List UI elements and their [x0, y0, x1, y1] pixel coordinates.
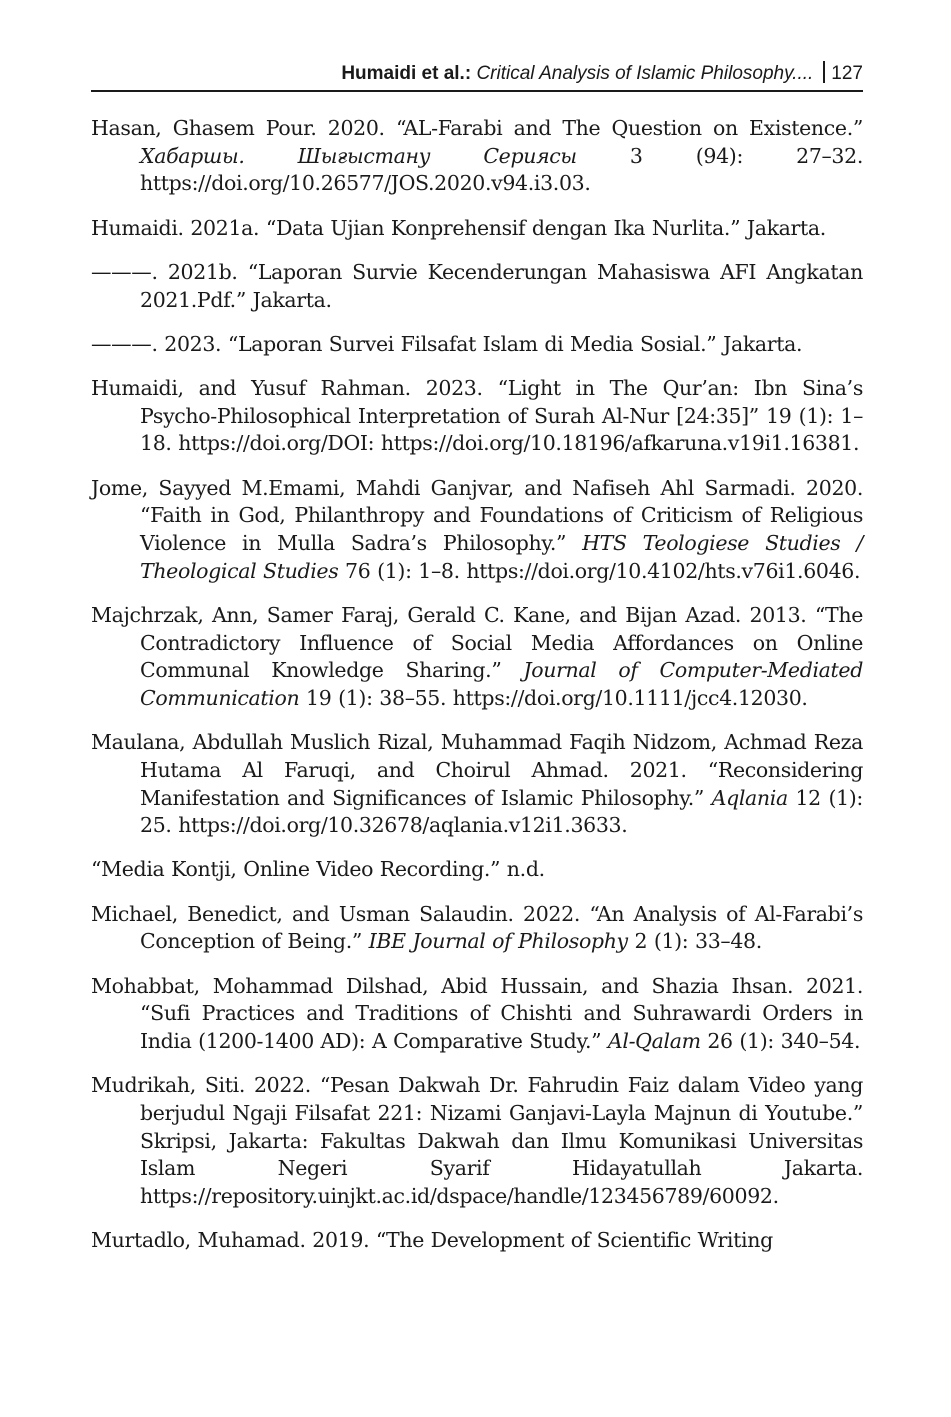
reference-source-title: Al-Qalam: [607, 1028, 701, 1053]
page-number-separator: [823, 61, 825, 83]
reference-entry: [91, 973, 863, 1056]
reference-text: Humaidi, and Yusuf Rahman. 2023. “Light in The Qur’an: Ibn Sina’s Psycho-Philosophical Interpretation of Surah Al-Nur [24:35]” 19 (1): 1–18. https://doi.org/DOI: https://doi.org/10.18196/afkaruna.v19i1.16381.: [91, 375, 863, 456]
reference-text: Maulana, Abdullah Muslich Rizal, Muhammad Faqih Nidzom, Achmad Reza Hutama Al Faruqi, and Choirul Ahmad. 2021. “Reconsidering Manifestation and Significances of Islamic Philosophy.”: [91, 730, 863, 810]
reference-text: Majchrzak, Ann, Samer Faraj, Gerald C. Kane, and Bijan Azad. 2013. “The Contradictory Influence of Social Media Affordances on Online Communal Knowledge Sharing.”: [91, 602, 863, 683]
reference-text: Humaidi. 2021a. “Data Ujian Konprehensif dengan Ika Nurlita.” Jakarta.: [91, 215, 826, 240]
reference-source-title: IBE Journal of Philosophy: [368, 929, 628, 954]
reference-text: 2 (1): 33–48.: [627, 929, 762, 954]
running-head: [91, 60, 863, 92]
reference-text: Michael, Benedict, and Usman Salaudin. 2022. “An Analysis of Al-Farabi’s Conception of Being.”: [91, 901, 863, 954]
reference-text: Murtadlo, Muhamad. 2019. “The Development of Scientific Writing: [91, 1228, 773, 1253]
reference-source-title: Journal of Computer-Mediated Communication: [140, 658, 863, 710]
reference-text: ———. 2023. “Laporan Survei Filsafat Islam di Media Sosial.” Jakarta.: [91, 331, 803, 356]
reference-text: ———. 2021b. “Laporan Survie Kecenderungan Mahasiswa AFI Angkatan 2021.Pdf.” Jakarta.: [91, 259, 863, 312]
reference-text: Hasan, Ghasem Pour. 2020. “AL-Farabi and The Question on Existence.”: [91, 116, 863, 140]
reference-text: 12 (1): 25. https://doi.org/10.32678/aqlania.v12i1.3633.: [140, 785, 863, 838]
reference-entry: [91, 1072, 863, 1211]
reference-source-title: Хабаршы. Шығыстану Сериясы: [140, 143, 577, 168]
reference-entry: [91, 602, 863, 713]
page-number: 127: [831, 63, 863, 84]
reference-text: 19 (1): 38–55. https://doi.org/10.1111/jcc4.12030.: [299, 685, 808, 710]
reference-text: Mudrikah, Siti. 2022. “Pesan Dakwah Dr. Fahrudin Faiz dalam Video yang berjudul Ngaji Filsafat 221: Nizami Ganjavi-Layla Majnun di Youtube.” Skripsi, Jakarta: Fakultas Dakwah dan Ilmu Komunikasi Universitas Islam Negeri Syarif Hidayatullah Jakarta. https://repository.uinjkt.ac.id/dspace/handle/123456789/60092.: [91, 1073, 863, 1208]
reference-entry: [91, 1227, 863, 1255]
reference-entry: [91, 901, 863, 956]
reference-source-title: Aqlania: [711, 785, 788, 810]
running-head-title: Critical Analysis of Islamic Philosophy....: [476, 63, 814, 84]
reference-entry: [91, 331, 863, 359]
reference-entry: [91, 259, 863, 314]
running-head-authors: Humaidi et al.:: [341, 63, 472, 84]
reference-entry: [91, 215, 863, 243]
reference-source-title: HTS Teologiese Studies / Theological Studies: [140, 530, 863, 583]
reference-entry: [91, 475, 863, 586]
reference-text: 3 (94): 27–32. https://doi.org/10.26577/JOS.2020.v94.i3.03.: [140, 143, 863, 196]
reference-entry: [91, 729, 863, 840]
reference-entry: [91, 856, 863, 884]
reference-list: [91, 115, 863, 1255]
reference-entry: [91, 115, 863, 198]
reference-entry: [91, 375, 863, 458]
reference-text: “Media Kontji, Online Video Recording.” n.d.: [91, 857, 545, 882]
reference-text: 26 (1): 340–54.: [700, 1028, 861, 1053]
reference-text: Mohabbat, Mohammad Dilshad, Abid Hussain, and Shazia Ihsan. 2021. “Sufi Practices and Traditions of Chishti and Suhrawardi Orders in India (1200-1400 AD): A Comparative Study.”: [91, 973, 863, 1053]
reference-text: 76 (1): 1–8. https://doi.org/10.4102/hts.v76i1.6046.: [338, 558, 861, 583]
reference-text: Jome, Sayyed M.Emami, Mahdi Ganjvar, and Nafiseh Ahl Sarmadi. 2020. “Faith in God, Philanthropy and Foundations of Criticism of Religious Violence in Mulla Sadra’s Philosophy.”: [91, 475, 863, 555]
